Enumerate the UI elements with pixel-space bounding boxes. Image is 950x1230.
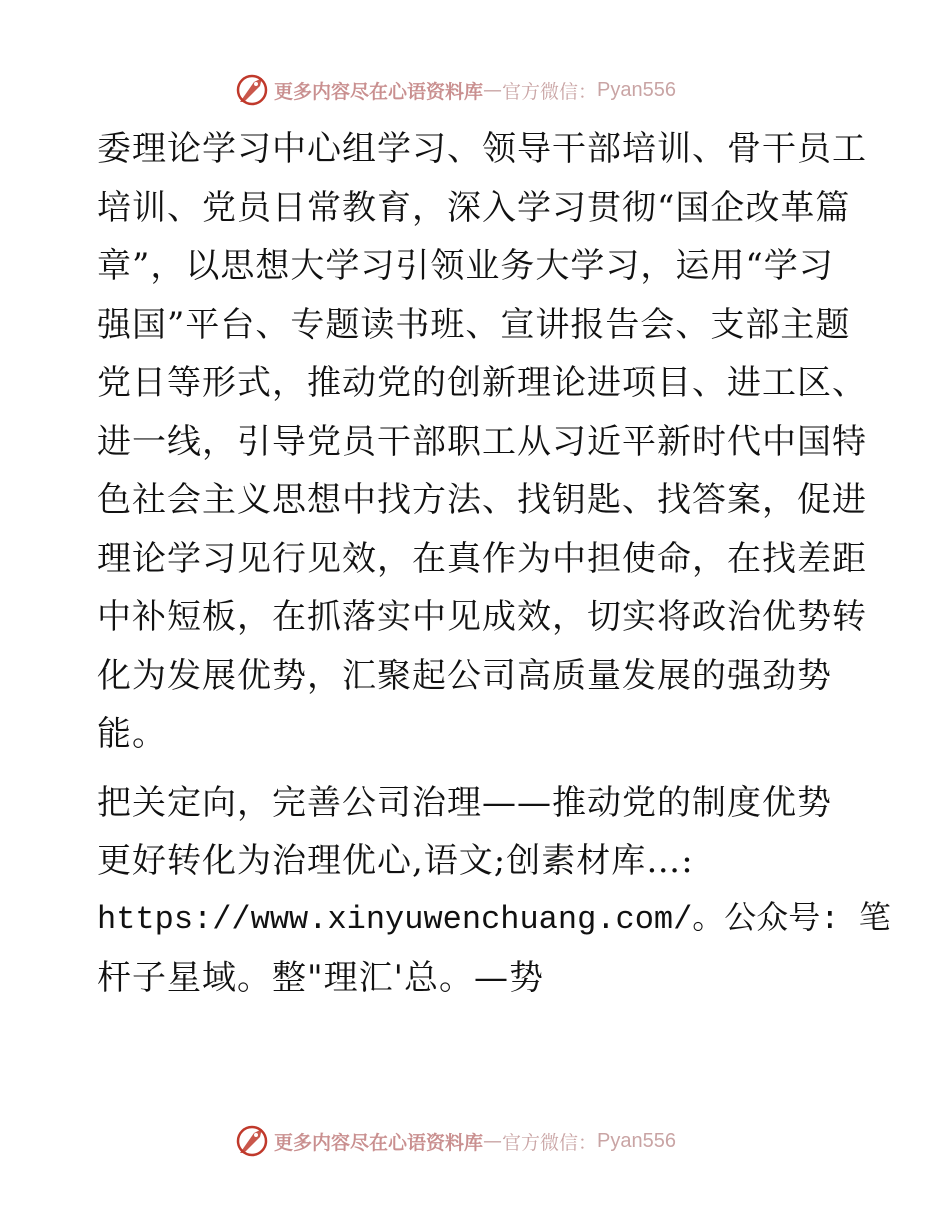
text-line: 委理论学习中心组学习、领导干部培训、骨干员工	[97, 129, 867, 169]
text-line: 能。	[97, 714, 167, 754]
watermark-contact-id: Pyan556	[597, 78, 676, 101]
header-watermark	[234, 72, 754, 108]
paragraph-1	[97, 120, 867, 764]
watermark-brand: 更多内容尽在心语资料库	[274, 80, 484, 103]
watermark-separator: —	[483, 79, 503, 101]
watermark-contact-label: 官方微信：	[502, 80, 598, 103]
text-line: 强国”平台、专题读书班、宣讲报告会、支部主题	[97, 304, 851, 345]
text-line: 党日等形式，推动党的创新理论进项目、进工区、	[97, 363, 867, 403]
pen-nib-circle-icon	[234, 72, 270, 108]
paragraph-2	[97, 774, 891, 1008]
document-body	[97, 120, 891, 1008]
section-heading-line: 把关定向，完善公司治理——推动党的制度优势	[97, 782, 832, 823]
text-line: 培训、党员日常教育，深入学习贯彻“国企改革篇	[97, 187, 851, 228]
footer-watermark	[234, 1123, 754, 1159]
url-line: https://www.xinyuwenchuang.com/。公众号: 笔	[97, 900, 891, 938]
pen-nib-circle-icon	[234, 1123, 270, 1159]
watermark-contact-label: 官方微信：	[502, 1131, 598, 1154]
text-line: 进一线，引导党员干部职工从习近平新时代中国特	[97, 421, 867, 462]
paragraph-spacer	[97, 764, 857, 774]
text-line: 杆子星域。整"理汇'总。—势	[97, 958, 544, 998]
text-line: 更好转化为治理优心,语文;创素材库…:	[97, 841, 694, 881]
text-line: 理论学习见行见效，在真作为中担使命，在找差距	[97, 538, 867, 579]
watermark-brand: 更多内容尽在心语资料库	[274, 1131, 484, 1154]
watermark-contact-id: Pyan556	[597, 1129, 676, 1152]
text-line: 中补短板，在抓落实中见成效，切实将政治优势转	[97, 597, 867, 637]
text-line: 章”，以思想大学习引领业务大学习，运用“学习	[97, 246, 834, 286]
text-line: 化为发展优势，汇聚起公司高质量发展的强劲势	[97, 655, 832, 696]
text-line: 色社会主义思想中找方法、找钥匙、找答案，促进	[97, 480, 867, 520]
watermark-separator: —	[483, 1130, 503, 1152]
